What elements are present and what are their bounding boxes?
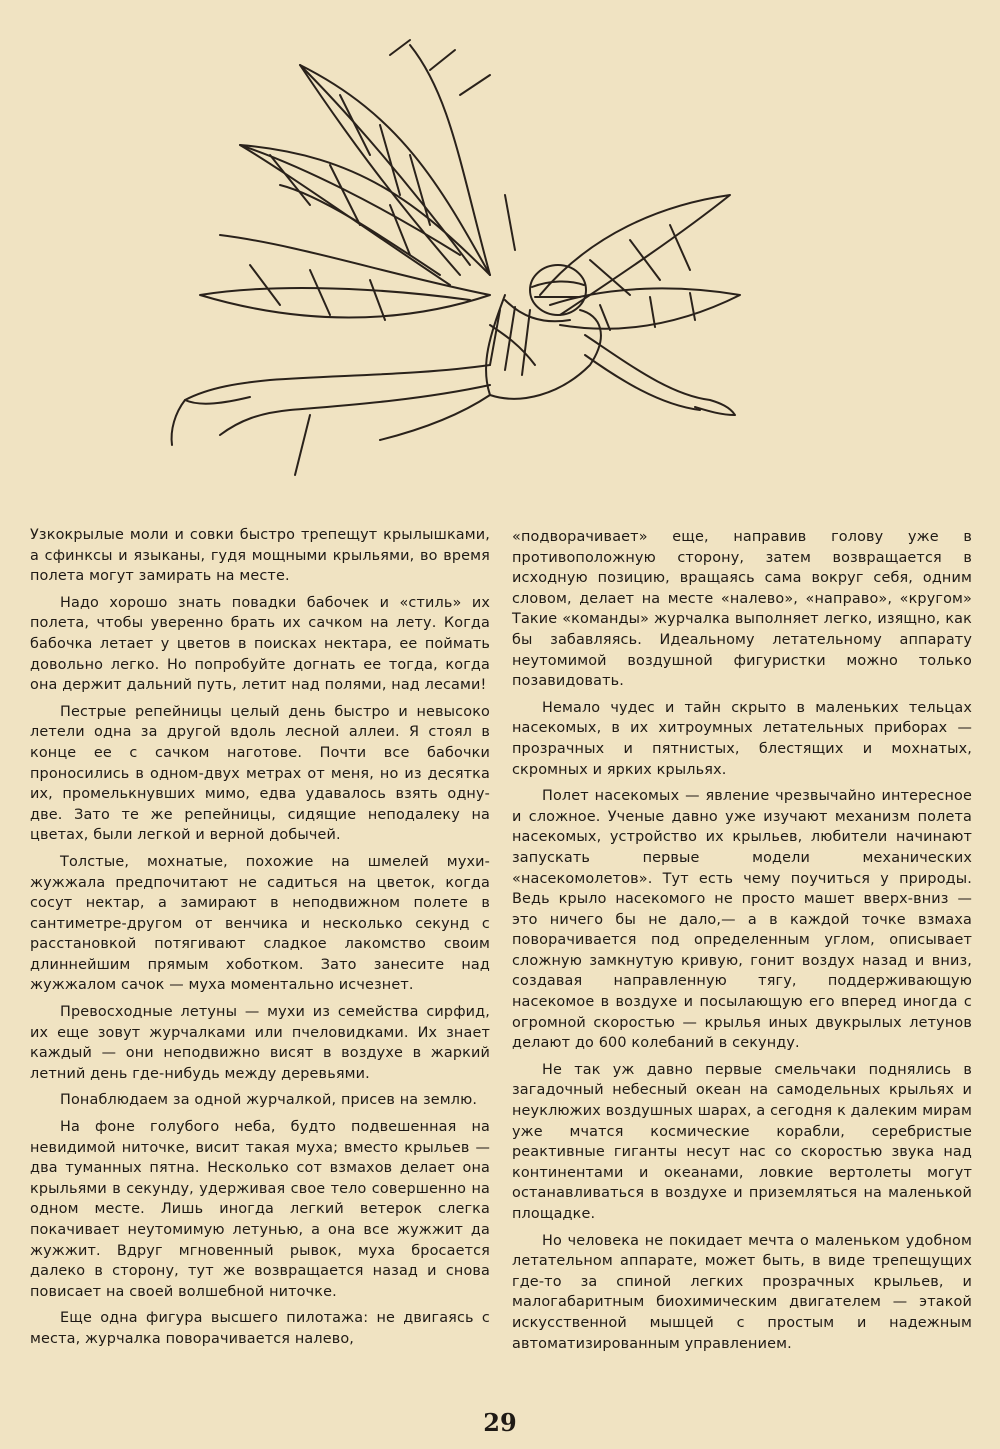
paragraph: «подворачивает» еще, направив голову уже в противоположную сторону, затем возвращается в исходную позицию, вращаясь сама вокруг себя, одним словом, делает на месте «налево», «направо», «кругом» Такие «команды» журчалка выполняет легко, изящно, как бы забавляясь. Идеальному летательному аппарату неутомимой воздушной фигуристки можно только позавидовать. [512,529,972,690]
paragraph: Надо хорошо знать повадки бабочек и «стиль» их полета, чтобы уверенно брать их сачком на лету. Когда бабочка летает у цветов в поисках нектара, ее поймать довольно легко. Но попробуйте догнать ее тогда, когда она держит дальний путь, летит над полями, над лесами! [30,594,490,694]
paragraph: Еще одна фигура высшего пилотажа: не двигаясь с места, журчалка поворачивается налево, [30,1310,490,1347]
paragraph: На фоне голубого неба, будто подвешенная на невидимой ниточке, висит такая муха; вместо крыльев — два туманных пятна. Несколько сот взмахов делает она крыльями в секунду, удерживая свое тело совершенно на одном месте. Лишь иногда легкий ветерок слегка покачивает неутомимую летунью, а она все жужжит да жужжит. Вдруг мгновенный рывок, муха бросается далеко в сторону, тут же возвращается назад и снова повисает на своей волшебной ниточке. [30,1119,490,1300]
paragraph: Узкокрылые моли и совки быстро трепещут крылышками, а сфинксы и языканы, гудя мощными крыльями, во время полета могут замирать на месте. [30,527,490,585]
paragraph: Но человека не покидает мечта о маленьком удобном летательном аппарате, может быть, в виде трепещущих где-то за спиной легких прозрачных крыльев, и малогабаритным биохимическим двигателем — этакой искусственной мышцей с простым и надежным автоматизированным управлением. [512,1232,972,1352]
paragraph: Пестрые репейницы целый день быстро и невысоко летели одна за другой вдоль лесной аллеи. Я стоял в конце ее с сачком наготове. Почти все бабочки проносились в одном-двух метрах от меня, но из десятка их, промелькнувших мимо, едва удавалось взять одну-две. Зато те же репейницы, сидящие неподалеку на цветах, были легкой и верной добычей. [30,703,490,844]
page-number: 29 [483,1408,517,1437]
right-text-column [512,527,972,1354]
paragraph: Превосходные летуны — мухи из семейства сирфид, их еще зовут журчалками или пчеловидками. Их знает каждый — они неподвижно висят в воздухе в жаркий летний день где-нибудь между деревьями. [30,1004,490,1082]
left-text-column [30,525,490,1350]
paragraph: Немало чудес и тайн скрыто в маленьких тельцах насекомых, в их хитроумных летательных приборах — прозрачных и пятнистых, блестящих и мохнатых, скромных и ярких крыльях. [512,699,972,778]
paragraph: Не так уж давно первые смельчаки поднялись в загадочный небесный океан на самодельных крыльях и неуклюжих воздушных шарах, а сегодня к далеким мирам уже мчатся космические корабли, серебристые реактивные гиганты несут нас со скоростью звука над континентами и океанами, ловкие вертолеты могут останавливаться в воздухе и приземляться на маленькой площадке. [512,1061,972,1222]
paragraph: Полет насекомых — явление чрезвычайно интересное и сложное. Ученые давно уже изучают механизм полета насекомых, устройство их крыльев, любители начинают запускать первые модели механических «насекомолетов». Тут есть чему поучиться у природы. Ведь крыло насекомого не просто машет вверх-вниз — это ничего бы не дало,— а в каждой точке взмаха поворачивается под определенным углом, описывает сложную замкнутую кривую, гонит воздух назад и вниз, создавая направленную тягу, поддерживающую насекомое в воздухе и посылающую его вперед иногда с огромной скоростью — крылья иных двукрылых летунов делают до 600 колебаний в секунду. [512,788,972,1052]
paragraph: Толстые, мохнатые, похожие на шмелей мухи-жужжала предпочитают не садиться на цветок, когда сосут нектар, а замирают в неподвижном полете в сантиметре-другом от венчика и несколько секунд с расстановкой потягивают сладкое лакомство своим длиннейшим прямым хоботком. Зато занесите над жужжалом сачок — муха моментально исчезнет. [30,853,490,994]
winged-man-illustration [160,35,750,490]
paragraph: Понаблюдаем за одной журчалкой, присев на землю. [60,1092,478,1109]
